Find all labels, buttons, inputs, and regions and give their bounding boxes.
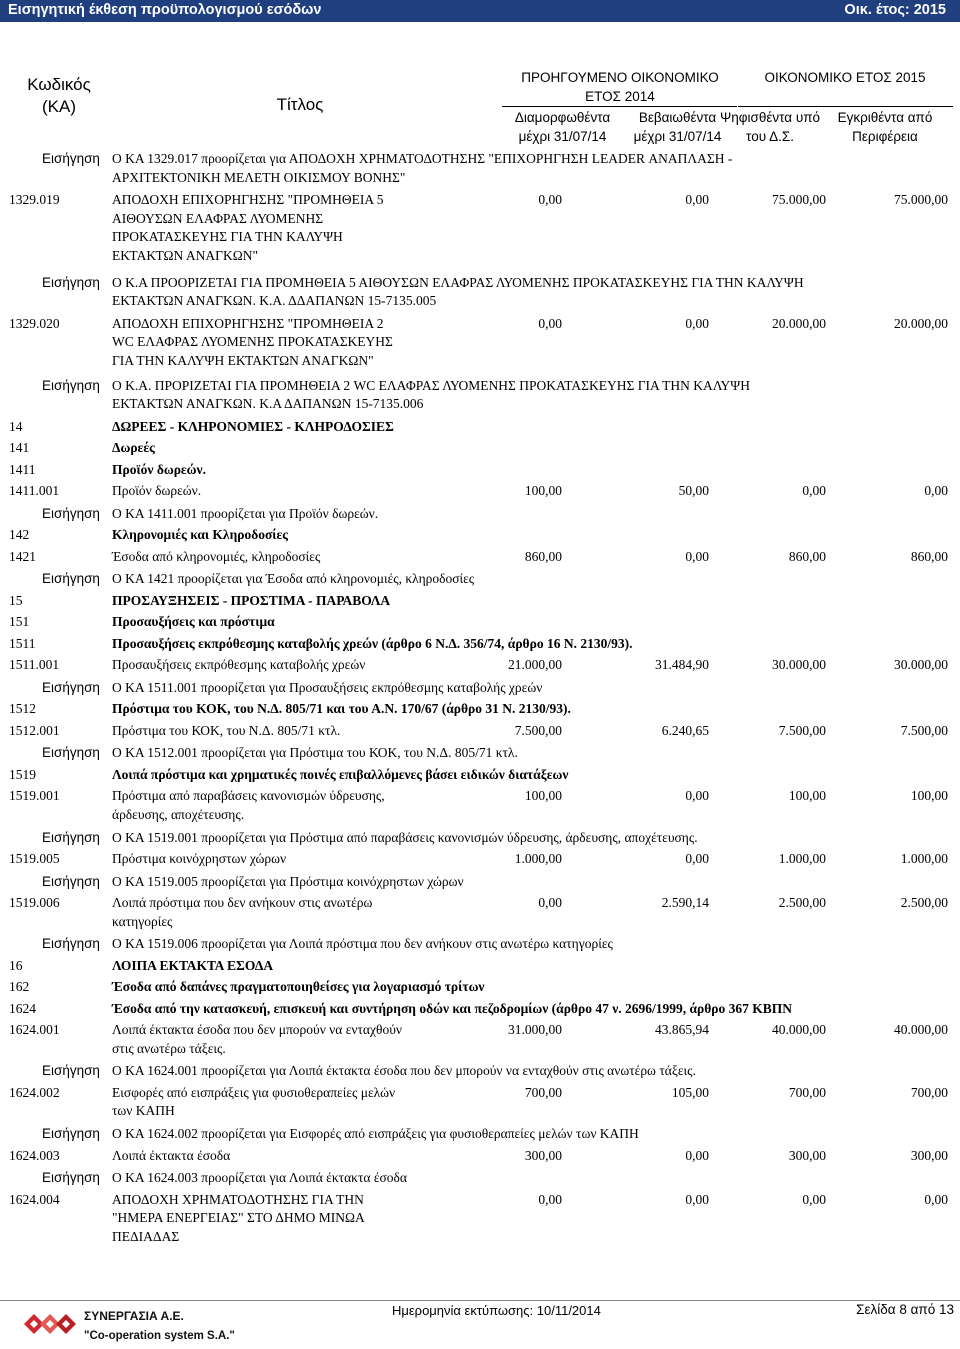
- row-code: 1624.003: [9, 1147, 60, 1163]
- row-value: 7.500,00: [778, 722, 826, 738]
- row-note-label: Εισήγηση: [42, 873, 100, 889]
- row-value: 0,00: [538, 1191, 562, 1207]
- header-divider: [502, 106, 737, 107]
- row-text: Δωρεές: [112, 440, 155, 456]
- row-code: 1511.001: [9, 657, 60, 673]
- row-value: 0,00: [802, 1191, 826, 1207]
- row-code: 1511: [9, 635, 36, 651]
- row-code: 1411: [9, 461, 36, 477]
- row-code: 1624: [9, 1000, 36, 1016]
- row-text: Ο ΚΑ 1421 προορίζεται για Έσοδα από κληρονομιές, κληροδοσίες: [112, 571, 475, 587]
- row-value: 0,00: [924, 1191, 948, 1207]
- row-code: 1624.001: [9, 1022, 60, 1038]
- header-col-approved: Εγκριθέντα από Περιφέρεια: [837, 110, 933, 144]
- row-value: 0,00: [538, 895, 562, 910]
- row-text: Ο ΚΑ 1519.001 προορίζεται για Πρόστιμα από παραβάσεις κανονισμών ύδρευσης, άρδευσης, αποχέτευσης.: [112, 829, 698, 845]
- row-text: Ο ΚΑ 1624.003 προορίζεται για Λοιπά έκτακτα έσοδα: [112, 1170, 407, 1186]
- row-text: στις ανωτέρω τάξεις.: [112, 1040, 226, 1056]
- row-value: 0,00: [538, 192, 562, 208]
- row-value: 6.240,65: [661, 722, 709, 738]
- row-value: 2.500,00: [900, 895, 948, 910]
- row-value: 40.000,00: [894, 1022, 948, 1038]
- row-value: 0,00: [685, 788, 709, 804]
- row-value: 0,00: [802, 483, 826, 499]
- row-text: Ο ΚΑ 1512.001 προορίζεται για Πρόστιμα του ΚΟΚ, του Ν.Δ. 805/71 κτλ.: [112, 745, 518, 761]
- footer-company-en: "Co-operation system S.A.": [84, 1330, 235, 1342]
- cooperation-logo-icon: [22, 1308, 82, 1340]
- row-text: ΑΙΘΟΥΣΩΝ ΕΛΑΦΡΑΣ ΛΥΟΜΕΝΗΣ: [112, 210, 324, 226]
- row-code: 16: [9, 957, 23, 973]
- row-text: Ο Κ.Α ΠΡΟΟΡΙΖΕΤΑΙ ΓΙΑ ΠΡΟΜΗΘΕΙΑ 5 ΑΙΘΟΥΣΩΝ ΕΛΑΦΡΑΣ ΛΥΟΜΕΝΗΣ ΠΡΟΚΑΤΑΣΚΕΥΗΣ ΓΙΑ ΤΗΝ ΚΑΛΥΨΗ: [112, 274, 804, 290]
- row-note-label: Εισήγηση: [42, 1126, 100, 1142]
- row-text: Ο Κ.Α. ΠΡΟΡΙΖΕΤΑΙ ΓΙΑ ΠΡΟΜΗΘΕΙΑ 2 WC ΕΛΑΦΡΑΣ ΛΥΟΜΕΝΗΣ ΠΡΟΚΑΤΑΣΚΕΥΗΣ ΓΙΑ ΤΗΝ ΚΑΛΥΨΗ: [112, 377, 751, 393]
- row-value: 0,00: [685, 1191, 709, 1207]
- row-value: 20.000,00: [772, 315, 826, 331]
- page-number: Σελίδα 8 από 13: [856, 1302, 954, 1317]
- row-value: 300,00: [788, 1147, 826, 1163]
- row-value: 700,00: [910, 1084, 948, 1100]
- row-text: WC ΕΛΑΦΡΑΣ ΛΥΟΜΕΝΗΣ ΠΡΟΚΑΤΑΣΚΕΥΗΣ: [112, 334, 393, 350]
- row-note-label: Εισήγηση: [42, 505, 100, 521]
- row-value: 20.000,00: [894, 315, 948, 331]
- row-text: Έσοδα από κληρονομιές, κληροδοσίες: [112, 548, 321, 564]
- row-text: Κληρονομιές και Κληροδοσίες: [112, 527, 288, 543]
- row-text: Ο ΚΑ 1329.017 προορίζεται για ΑΠΟΔΟΧΗ ΧΡΗΜΑΤΟΔΟΤΗΣΗΣ "ΕΠΙΧΟΡΗΓΗΣΗ LEADER ΑΝΑΠΛΑΣΗ -: [112, 151, 733, 166]
- row-text: "ΗΜΕΡΑ ΕΝΕΡΓΕΙΑΣ" ΣΤΟ ΔΗΜΟ ΜΙΝΩΑ: [112, 1210, 365, 1226]
- row-code: 1411.001: [9, 483, 60, 499]
- row-note-label: Εισήγηση: [42, 377, 100, 393]
- row-value: 105,00: [671, 1084, 709, 1100]
- row-text: ΔΩΡΕΕΣ - ΚΛΗΡΟΝΟΜΙΕΣ - ΚΛΗΡΟΔΟΣΙΕΣ: [112, 418, 394, 434]
- row-value: 0,00: [685, 851, 709, 866]
- row-code: 1329.019: [9, 192, 60, 208]
- row-note-label: Εισήγηση: [42, 151, 100, 166]
- row-text: Ο ΚΑ 1624.001 προορίζεται για Λοιπά έκτακτα έσοδα που δεν μπορούν να ενταχθούν στις ανωτέρω τάξεις.: [112, 1063, 696, 1079]
- row-value: 50,00: [678, 483, 709, 499]
- row-text: ΕΚΤΑΚΤΩΝ ΑΝΑΓΚΩΝ. Κ.Α ΔΑΠΑΝΩΝ 15-7135.006: [112, 396, 424, 412]
- report-title: Εισηγητική έκθεση προϋπολογισμού εσόδων: [8, 2, 322, 18]
- row-text: Εισφορές από εισπράξεις για φυσιοθεραπείες μελών: [112, 1084, 396, 1100]
- row-text: Ο ΚΑ 1511.001 προορίζεται για Προσαυξήσεις εκπρόθεσμης καταβολής χρεών: [112, 679, 543, 695]
- row-text: Ο ΚΑ 1519.005 προορίζεται για Πρόστιμα κοινόχρηστων χώρων: [112, 873, 464, 889]
- row-note-label: Εισήγηση: [42, 571, 100, 587]
- row-value: 1.000,00: [778, 851, 826, 866]
- row-note-label: Εισήγηση: [42, 1063, 100, 1079]
- header-code: Κωδικός (ΚΑ): [27, 75, 91, 116]
- row-text: ΠΡΟΣΑΥΞΗΣΕΙΣ - ΠΡΟΣΤΙΜΑ - ΠΑΡΑΒΟΛΑ: [112, 592, 391, 608]
- row-value: 31.484,90: [655, 657, 709, 673]
- row-text: των ΚΑΠΗ: [112, 1103, 175, 1119]
- row-note-label: Εισήγηση: [42, 679, 100, 695]
- row-value: 1.000,00: [514, 851, 562, 866]
- row-value: 700,00: [788, 1084, 826, 1100]
- row-value: 860,00: [788, 548, 826, 564]
- row-value: 31.000,00: [508, 1022, 562, 1038]
- row-code: 1519: [9, 766, 36, 782]
- row-value: 300,00: [910, 1147, 948, 1163]
- row-code: 1624.002: [9, 1084, 60, 1100]
- row-note-label: Εισήγηση: [42, 1170, 100, 1186]
- row-code: 1519.005: [9, 851, 60, 866]
- row-code: 151: [9, 614, 30, 630]
- row-value: 300,00: [524, 1147, 562, 1163]
- footer-divider: [0, 1300, 960, 1301]
- row-note-label: Εισήγηση: [42, 745, 100, 761]
- row-value: 7.500,00: [900, 722, 948, 738]
- row-text: Πρόστιμα κοινόχρηστων χώρων: [112, 851, 287, 866]
- row-code: 1624.004: [9, 1191, 60, 1207]
- row-text: ΑΠΟΔΟΧΗ ΧΡΗΜΑΤΟΔΟΤΗΣΗΣ ΓΙΑ ΤΗΝ: [112, 1191, 364, 1207]
- row-value: 0,00: [685, 315, 709, 331]
- footer-company: ΣΥΝΕΡΓΑΣΙΑ Α.Ε.: [84, 1309, 184, 1323]
- row-text: ΑΠΟΔΟΧΗ ΕΠΙΧΟΡΗΓΗΣΗΣ "ΠΡΟΜΗΘΕΙΑ 2: [112, 315, 384, 331]
- row-text: Πρόστιμα του ΚΟΚ, του Ν.Δ. 805/71 και του Α.Ν. 170/67 (άρθρο 31 Ν. 2130/93).: [112, 701, 571, 717]
- row-value: 30.000,00: [894, 657, 948, 673]
- row-text: Προϊόν δωρεών.: [112, 461, 206, 477]
- row-code: 162: [9, 979, 30, 995]
- row-text: Έσοδα από την κατασκευή, επισκευή και συντήρηση οδών και πεζοδρομίων (άρθρο 47 ν. 2696/1999, άρθρο 367 ΚΒΠΝ: [112, 1000, 793, 1016]
- row-value: 100,00: [524, 788, 562, 804]
- row-code: 14: [9, 418, 23, 434]
- row-note-label: Εισήγηση: [42, 274, 100, 290]
- header-current-year: ΟΙΚΟΝΟΜΙΚΟ ΕΤΟΣ 2015: [764, 70, 926, 85]
- row-text: κατηγορίες: [112, 913, 173, 929]
- row-value: 30.000,00: [772, 657, 826, 673]
- row-code: 1421: [9, 548, 36, 564]
- row-value: 2.590,14: [661, 895, 709, 910]
- row-text: Προσαυξήσεις εκπρόθεσμης καταβολής χρεών (άρθρο 6 Ν.Δ. 356/74, άρθρο 16 Ν. 2130/93).: [112, 635, 633, 651]
- row-value: 0,00: [538, 315, 562, 331]
- row-value: 100,00: [910, 788, 948, 804]
- row-value: 0,00: [924, 483, 948, 499]
- row-value: 0,00: [685, 548, 709, 564]
- row-text: Πρόστιμα του ΚΟΚ, του Ν.Δ. 805/71 κτλ.: [112, 722, 341, 738]
- row-text: ΠΕΔΙΑΔΑΣ: [112, 1228, 180, 1244]
- header-title: Τίτλος: [276, 95, 324, 114]
- row-code: 1329.020: [9, 315, 60, 331]
- row-value: 21.000,00: [508, 657, 562, 673]
- row-value: 100,00: [788, 788, 826, 804]
- row-text: ΕΚΤΑΚΤΩΝ ΑΝΑΓΚΩΝ. Κ.Α. ΔΔΑΠΑΝΩΝ 15-7135.005: [112, 293, 437, 309]
- row-value: 100,00: [524, 483, 562, 499]
- row-text: Προσαυξήσεις εκπρόθεσμης καταβολής χρεών: [112, 657, 366, 673]
- row-value: 2.500,00: [778, 895, 826, 910]
- row-value: 43.865,94: [655, 1022, 709, 1038]
- row-code: 141: [9, 440, 30, 456]
- row-code: 1512: [9, 701, 36, 717]
- row-text: Ο ΚΑ 1411.001 προορίζεται για Προϊόν δωρεών.: [112, 505, 379, 521]
- row-text: Προϊόν δωρεών.: [112, 483, 202, 499]
- row-value: 0,00: [685, 192, 709, 208]
- row-note-label: Εισήγηση: [42, 936, 100, 952]
- row-text: Λοιπά πρόστιμα και χρηματικές ποινές επιβαλλόμενες βάσει ειδικών διατάξεων: [112, 766, 569, 782]
- row-code: 142: [9, 527, 30, 543]
- row-code: 1519.001: [9, 788, 60, 804]
- row-note-label: Εισήγηση: [42, 829, 100, 845]
- print-date: Ημερομηνία εκτύπωσης: 10/11/2014: [392, 1303, 601, 1318]
- row-value: 860,00: [910, 548, 948, 564]
- row-text: ΑΡΧΙΤΕΚΤΟΝΙΚΗ ΜΕΛΕΤΗ ΟΙΚΙΣΜΟΥ ΒΟΝΗΣ": [112, 169, 406, 185]
- row-text: άρδευσης, αποχέτευσης.: [112, 806, 245, 822]
- row-text: Έσοδα από δαπάνες πραγματοποιηθείσες για λογαριασμό τρίτων: [112, 979, 485, 995]
- row-text: Λοιπά πρόστιμα που δεν ανήκουν στις ανωτέρω: [112, 895, 373, 910]
- row-text: Ο ΚΑ 1519.006 προορίζεται για Λοιπά πρόστιμα που δεν ανήκουν στις ανωτέρω κατηγορίες: [112, 936, 613, 952]
- row-text: Λοιπά έκτακτα έσοδα που δεν μπορούν να ενταχθούν: [112, 1022, 402, 1038]
- row-text: ΠΡΟΚΑΤΑΣΚΕΥΗΣ ΓΙΑ ΤΗΝ ΚΑΛΥΨΗ: [112, 229, 343, 245]
- row-text: ΛΟΙΠΑ ΕΚΤΑΚΤΑ ΕΣΟΔΑ: [112, 957, 274, 973]
- row-value: 75.000,00: [772, 192, 826, 208]
- header-prev-year: ΠΡΟΗΓΟΥΜΕΝΟ ΟΙΚΟΝΟΜΙΚΟ ΕΤΟΣ 2014: [521, 70, 719, 104]
- fiscal-year: Οικ. έτος: 2015: [844, 2, 946, 18]
- row-value: 7.500,00: [514, 722, 562, 738]
- row-text: Πρόστιμα από παραβάσεις κανονισμών ύδρευσης,: [112, 788, 385, 804]
- header-col-voted: Ψηφισθέντα υπό του Δ.Σ.: [719, 110, 821, 144]
- row-text: Προσαυξήσεις και πρόστιμα: [112, 614, 275, 630]
- row-value: 860,00: [524, 548, 562, 564]
- row-text: ΓΙΑ ΤΗΝ ΚΑΛΥΨΗ ΕΚΤΑΚΤΩΝ ΑΝΑΓΚΩΝ": [112, 352, 374, 368]
- header-col-certified: Βεβαιωθέντα μέχρι 31/07/14: [633, 110, 722, 144]
- row-text: Λοιπά έκτακτα έσοδα: [112, 1147, 231, 1163]
- header-divider: [738, 106, 953, 107]
- row-text: ΑΠΟΔΟΧΗ ΕΠΙΧΟΡΗΓΗΣΗΣ "ΠΡΟΜΗΘΕΙΑ 5: [112, 192, 384, 208]
- row-code: 1519.006: [9, 895, 60, 910]
- row-value: 700,00: [524, 1084, 562, 1100]
- header-col-formed: Διαμορφωθέντα μέχρι 31/07/14: [514, 110, 611, 144]
- report-title-bar: [0, 0, 960, 22]
- row-code: 1512.001: [9, 722, 60, 738]
- row-text: Ο ΚΑ 1624.002 προορίζεται για Εισφορές από εισπράξεις για φυσιοθεραπείες μελών των ΚΑΠΗ: [112, 1126, 639, 1142]
- row-value: 0,00: [685, 1147, 709, 1163]
- row-value: 1.000,00: [900, 851, 948, 866]
- row-value: 75.000,00: [894, 192, 948, 208]
- row-value: 40.000,00: [772, 1022, 826, 1038]
- row-text: ΕΚΤΑΚΤΩΝ ΑΝΑΓΚΩΝ": [112, 247, 258, 263]
- row-code: 15: [9, 592, 23, 608]
